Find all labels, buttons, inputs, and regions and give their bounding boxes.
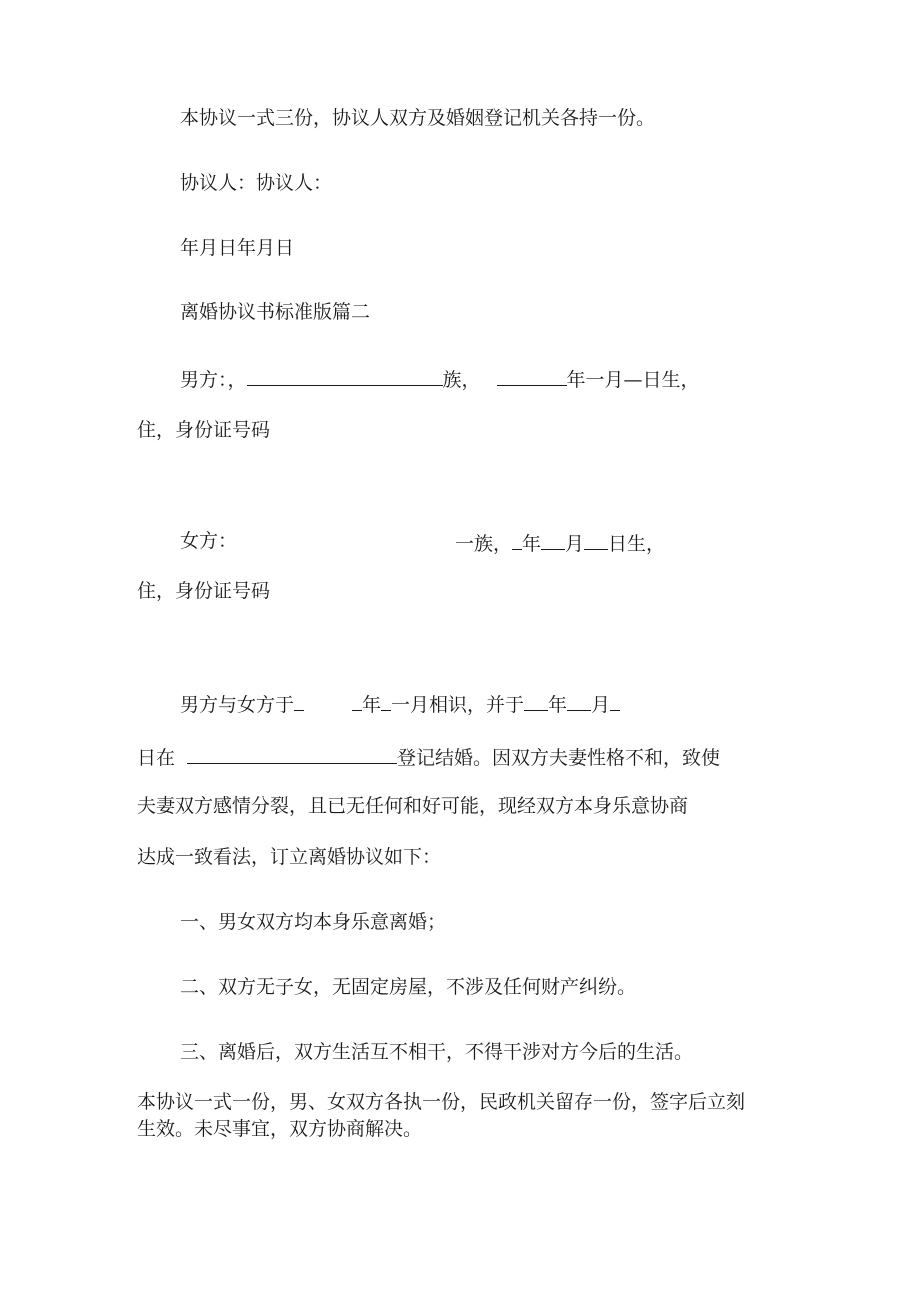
paragraph-copies: 本协议一式三份，协议人双方及婚姻登记机关各持一份。 xyxy=(180,107,656,129)
male-label: 男方：， xyxy=(180,369,247,391)
term-item-2: 二、双方无子女，无固定房屋，不涉及任何财产纠纷。 xyxy=(180,976,637,998)
registration-line xyxy=(137,746,720,768)
registration-prefix: 日在 xyxy=(137,747,176,769)
section-title: 离婚协议书标准版篇二 xyxy=(180,301,371,323)
female-id-line: 住，身份证号码 xyxy=(137,580,271,602)
meeting-blank-5 xyxy=(567,693,591,711)
female-month: 月 xyxy=(565,533,585,555)
meeting-blank-6 xyxy=(610,693,620,711)
meeting-blank-1 xyxy=(294,693,304,711)
female-month-blank xyxy=(541,532,565,550)
male-line xyxy=(180,368,700,390)
meeting-year-1: 年 xyxy=(362,694,382,716)
meeting-month: 月 xyxy=(591,694,611,716)
registration-suffix: 登记结婚。因双方夫妻性格不和，致使 xyxy=(397,747,721,769)
closing-line-1: 本协议一式一份，男、女双方各执一份，民政机关留存一份，签字后立刻 xyxy=(137,1091,746,1113)
term-item-3: 三、离婚后，双方生活互不相干，不得干涉对方今后的生活。 xyxy=(180,1041,694,1063)
meeting-mid: 一月相识，并于 xyxy=(391,694,525,716)
closing-line-2: 生效。未尽事宜，双方协商解决。 xyxy=(137,1118,423,1140)
meeting-line xyxy=(180,693,620,715)
female-year: 年 xyxy=(522,533,542,555)
meeting-year-2: 年 xyxy=(548,694,568,716)
female-line xyxy=(455,532,665,554)
male-ethnic: 族， xyxy=(442,369,481,391)
female-day: 日生， xyxy=(608,533,666,555)
registration-place-blank xyxy=(187,746,397,764)
male-name-blank xyxy=(247,368,443,386)
female-ethnic: 一族， xyxy=(455,533,513,555)
male-date: 年一月—日生， xyxy=(566,369,700,391)
agreement-intro-line: 达成一致看法，订立离婚协议如下： xyxy=(137,846,442,868)
paragraph-signatories: 协议人：协议人： xyxy=(180,172,333,194)
meeting-blank-2 xyxy=(352,693,362,711)
female-label: 女方： xyxy=(180,530,238,552)
meeting-blank-4 xyxy=(524,693,548,711)
term-item-1: 一、男女双方均本身乐意离婚； xyxy=(180,911,447,933)
reason-line: 夫妻双方感情分裂，且已无任何和好可能，现经双方本身乐意协商 xyxy=(137,795,689,817)
female-day-blank xyxy=(584,532,608,550)
meeting-blank-3 xyxy=(381,693,391,711)
female-year-blank xyxy=(512,532,522,550)
meeting-prefix: 男方与女方于 xyxy=(180,694,295,716)
male-id-line: 住，身份证号码 xyxy=(137,419,271,441)
paragraph-dates: 年月日年月日 xyxy=(180,237,295,259)
male-year-blank xyxy=(497,368,567,386)
